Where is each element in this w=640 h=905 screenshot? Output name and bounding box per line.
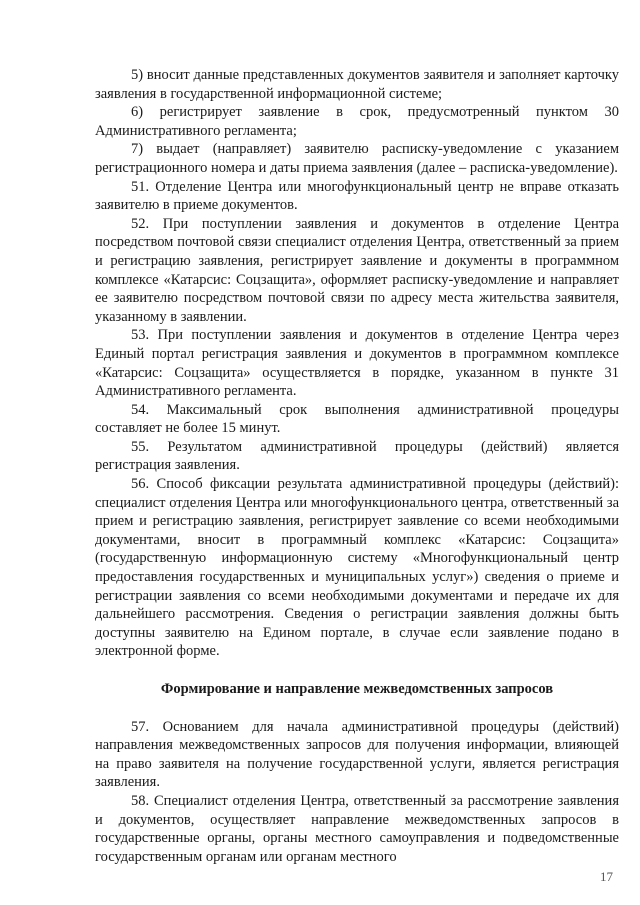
list-item-7: 7) выдает (направляет) заявителю расписку-уведомление с указанием регистрационного номера и даты приема заявления (далее – расписка-уведомление).	[95, 141, 619, 176]
paragraph-52: 52. При поступлении заявления и документов в отделение Центра посредством почтовой связи специалист отделения Центра, ответственный за прием и регистрацию заявления, регистрирует заявление и документы в программном комплексе «Катарсис: Соцзащита», оформляет расписку-уведомление и направляет ее заявителю посредством почтовой связи по адресу места жительства заявителя, указанному в заявлении.	[95, 215, 619, 325]
list-item-5: 5) вносит данные представленных документов заявителя и заполняет карточку заявления в государственной информационной системе;	[95, 67, 619, 102]
paragraph-53: 53. При поступлении заявления и документов в отделение Центра через Единый портал регистрация заявления и документов в программном комплексе «Катарсис: Соцзащита» осуществляется в порядке, указанном в пункте 31 Административного регламента.	[95, 327, 619, 400]
paragraph-57: 57. Основанием для начала административной процедуры (действий) направления межведомственных запросов для получения информации, влияющей на право заявителя на получение государственной услуги, является регистрация заявления.	[95, 718, 619, 791]
page-number: 17	[600, 869, 613, 884]
list-item-6: 6) регистрирует заявление в срок, предусмотренный пунктом 30 Административного регламента;	[95, 104, 619, 139]
paragraph-56: 56. Способ фиксации результата административной процедуры (действий): специалист отделения Центра или многофункционального центра, ответственный за прием и регистрацию заявления, регистрирует заявление со всеми необходимыми документами, вносит в программный комплекс «Катарсис: Соцзащита» (государственную информационную систему «Многофункциональный центр предоставления государственных и муниципальных услуг») сведения о приеме и регистрации заявления со всеми необходимыми документами и передаче их для дальнейшего рассмотрения. Сведения о регистрации заявления должны быть доступны заявителю на Едином портале, в случае если заявление подано в электронной форме.	[95, 476, 619, 660]
paragraph-55: 55. Результатом административной процедуры (действий) является регистрация заявления.	[95, 438, 619, 474]
paragraph-54: 54. Максимальный срок выполнения административной процедуры составляет не более 15 минут.	[95, 401, 619, 437]
paragraph-58: 58. Специалист отделения Центра, ответственный за рассмотрение заявления и документов, осуществляет направление межведомственных запросов в государственные органы, органы местного самоуправления и подведомственные государственным органам или органам местного	[95, 792, 619, 865]
document-body	[95, 66, 619, 866]
paragraph-51: 51. Отделение Центра или многофункциональный центр не вправе отказать заявителю в приеме документов.	[95, 178, 619, 214]
section-heading: Формирование и направление межведомственных запросов	[160, 681, 554, 697]
